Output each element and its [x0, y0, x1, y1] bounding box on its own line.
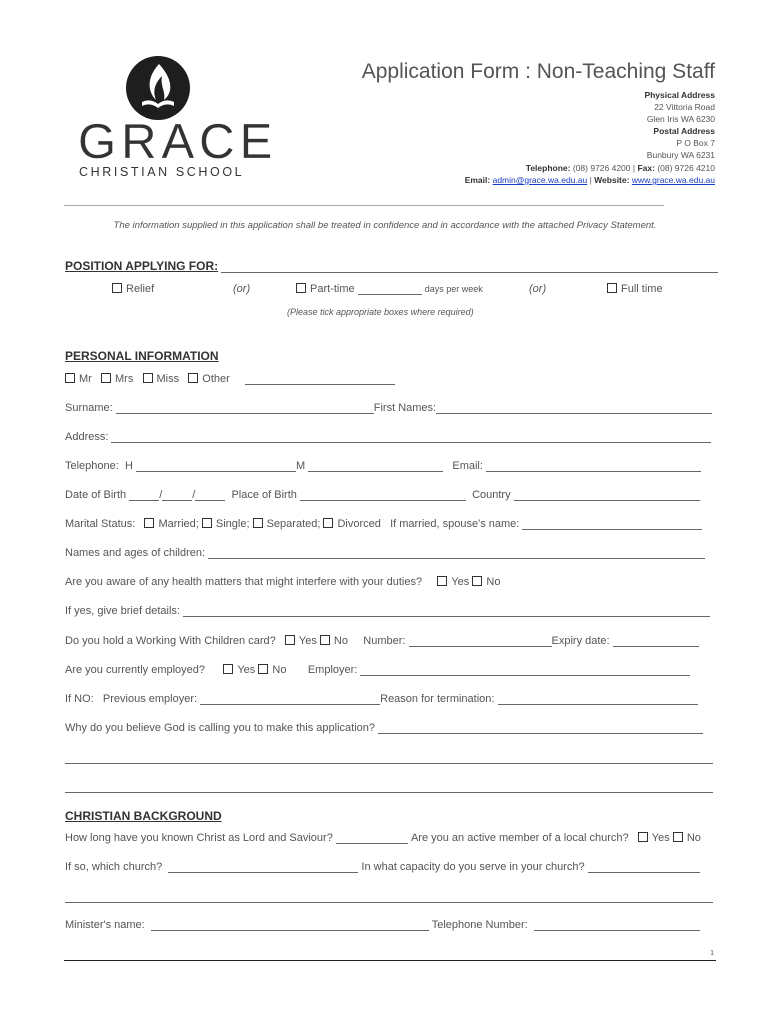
wwc-no-checkbox[interactable] [320, 635, 330, 645]
email-field[interactable] [486, 461, 701, 472]
children-row: Names and ages of children: [65, 547, 705, 559]
which-church-field[interactable] [168, 862, 358, 873]
website-link[interactable]: www.grace.wa.edu.au [631, 175, 715, 185]
logo-wordmark: GRACE [78, 115, 278, 169]
answer-line-1[interactable] [65, 763, 713, 764]
minister-name-field[interactable] [151, 920, 429, 931]
dob-day-field[interactable] [129, 490, 159, 501]
active-no-checkbox[interactable] [673, 832, 683, 842]
other-checkbox[interactable] [188, 373, 198, 383]
days-field[interactable] [358, 284, 422, 295]
answer-line-2[interactable] [65, 792, 713, 793]
dob-year-field[interactable] [195, 490, 225, 501]
wwc-yes-checkbox[interactable] [285, 635, 295, 645]
flame-book-icon [126, 56, 190, 120]
other-title-field[interactable] [245, 374, 395, 385]
privacy-statement: The information supplied in this application shall be treated in confidence and in accordance with the attached Privacy Statement. [113, 220, 657, 231]
logo-subtitle: CHRISTIAN SCHOOL [79, 165, 245, 179]
surname-field[interactable] [116, 403, 374, 414]
tick-note: (Please tick appropriate boxes where required) [287, 307, 474, 317]
home-phone-field[interactable] [136, 461, 296, 472]
miss-checkbox[interactable] [143, 373, 153, 383]
title-row: Mr Mrs Miss Other [65, 373, 395, 385]
position-row [65, 259, 718, 273]
health-details-row: If yes, give brief details: [65, 605, 710, 617]
name-row: Surname: First Names: [65, 402, 712, 414]
physical-address-line1: 22 Vittoria Road [654, 102, 715, 112]
wwc-number-field[interactable] [409, 636, 552, 647]
postal-address-label: Postal Address [653, 126, 715, 136]
footer-rule [64, 960, 716, 961]
relief-option[interactable]: Relief [112, 283, 154, 295]
mr-checkbox[interactable] [65, 373, 75, 383]
position-heading: POSITION APPLYING FOR: [65, 259, 219, 273]
separated-checkbox[interactable] [253, 518, 263, 528]
header-divider [64, 205, 664, 206]
or-label-1: (or) [233, 283, 251, 295]
form-title: Application Form : Non-Teaching Staff [361, 60, 715, 83]
birth-row: Date of Birth / / Place of Birth Country [65, 489, 700, 501]
god-calling-row: Why do you believe God is calling you to make this application? [65, 722, 703, 734]
termination-field[interactable] [498, 694, 698, 705]
school-logo-emblem [126, 56, 190, 120]
how-long-row: How long have you known Christ as Lord and Saviour? Are you an active member of a local church? Yes No [65, 832, 701, 844]
previous-employer-row: If NO: Previous employer: Reason for termination: [65, 693, 698, 705]
relief-checkbox[interactable] [112, 283, 122, 293]
employed-row: Are you currently employed? Yes No Employer: [65, 664, 690, 676]
employed-yes-checkbox[interactable] [223, 664, 233, 674]
fulltime-checkbox[interactable] [607, 283, 617, 293]
contact-phone-fax: Telephone: (08) 9726 4200 | Fax: (08) 9726 4210 [525, 163, 715, 173]
active-yes-checkbox[interactable] [638, 832, 648, 842]
health-yes-checkbox[interactable] [437, 576, 447, 586]
health-no-checkbox[interactable] [472, 576, 482, 586]
fulltime-option[interactable]: Full time [607, 283, 663, 295]
physical-address-line2: Glen Iris WA 6230 [646, 114, 715, 124]
email-link[interactable]: admin@grace.wa.edu.au [492, 175, 588, 185]
mobile-phone-field[interactable] [308, 461, 443, 472]
health-row: Are you aware of any health matters that might interfere with your duties? Yes No [65, 576, 501, 588]
place-of-birth-field[interactable] [300, 490, 466, 501]
marital-row: Marital Status: Married; Single; Separated; Divorced If married, spouse's name: [65, 518, 702, 530]
minister-row: Minister's name: Telephone Number: [65, 919, 700, 931]
employed-no-checkbox[interactable] [258, 664, 268, 674]
page-number: 1 [710, 950, 714, 957]
capacity-field[interactable] [588, 862, 700, 873]
address-row: Address: [65, 431, 711, 443]
wwc-row: Do you hold a Working With Children card? Yes No Number: Expiry date: [65, 635, 699, 647]
wwc-expiry-field[interactable] [613, 636, 699, 647]
how-long-field[interactable] [336, 833, 408, 844]
postal-address-line1: P O Box 7 [676, 138, 715, 148]
position-field[interactable] [221, 262, 718, 273]
christian-heading: CHRISTIAN BACKGROUND [65, 809, 222, 823]
divorced-checkbox[interactable] [323, 518, 333, 528]
contact-email-web: Email: admin@grace.wa.edu.au | Website: www.grace.wa.edu.au [464, 175, 715, 185]
spouse-name-field[interactable] [522, 519, 702, 530]
married-checkbox[interactable] [144, 518, 154, 528]
mrs-checkbox[interactable] [101, 373, 111, 383]
personal-heading: PERSONAL INFORMATION [65, 349, 219, 363]
postal-address-line2: Bunbury WA 6231 [646, 150, 715, 160]
physical-address-label: Physical Address [644, 90, 715, 100]
minister-phone-field[interactable] [534, 920, 700, 931]
first-names-field[interactable] [436, 403, 712, 414]
health-details-field[interactable] [183, 606, 710, 617]
parttime-option[interactable]: Part-time days per week [296, 283, 483, 295]
which-church-row: If so, which church? In what capacity do you serve in your church? [65, 861, 700, 873]
church-answer-line[interactable] [65, 902, 713, 903]
telephone-row: Telephone: H M Email: [65, 460, 701, 472]
country-field[interactable] [514, 490, 700, 501]
children-field[interactable] [208, 548, 705, 559]
address-field[interactable] [111, 432, 711, 443]
or-label-2: (or) [529, 283, 547, 295]
parttime-checkbox[interactable] [296, 283, 306, 293]
single-checkbox[interactable] [202, 518, 212, 528]
dob-month-field[interactable] [162, 490, 192, 501]
previous-employer-field[interactable] [200, 694, 380, 705]
employer-field[interactable] [360, 665, 690, 676]
god-calling-field[interactable] [378, 723, 703, 734]
